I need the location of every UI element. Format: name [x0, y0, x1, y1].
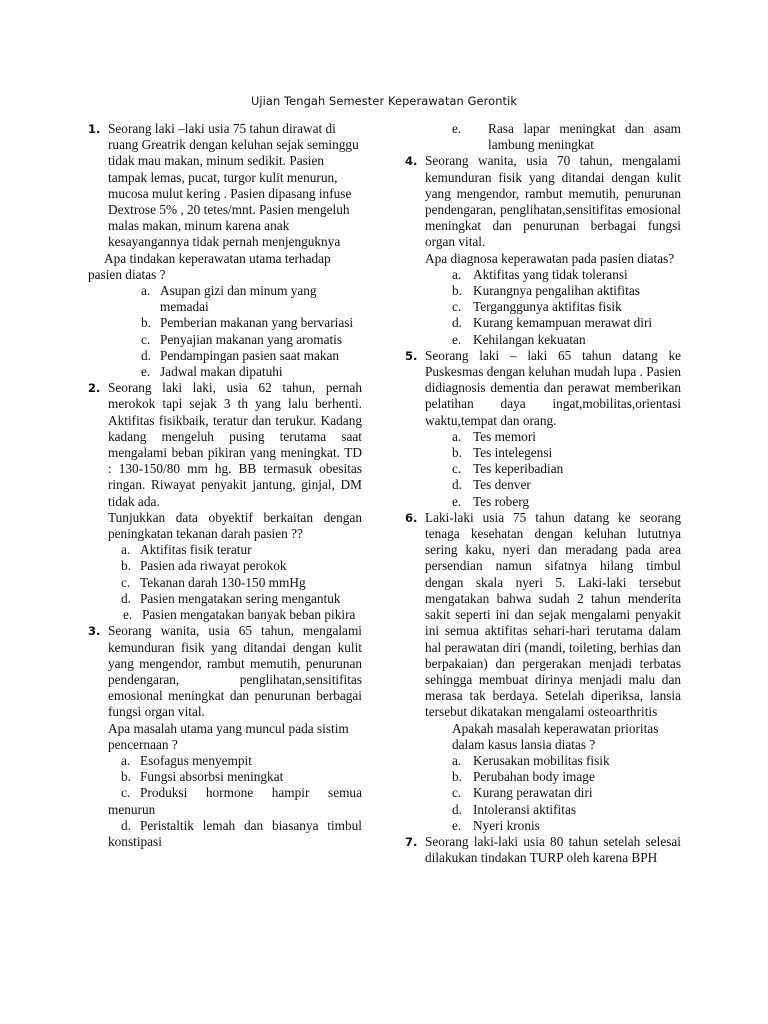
- left-column: [88, 121, 362, 850]
- answer-option-e[interactable]: e. Pasien mengatakan banyak beban pikira: [123, 607, 356, 623]
- answer-option-c[interactable]: c. Produksi hormone hampir semua menurun: [108, 785, 362, 817]
- question-stem: Seorang laki-laki usia 80 tahun setelah selesai dilakukan tindakan TURP oleh karena BPH: [425, 833, 681, 866]
- answer-options: [425, 429, 681, 510]
- answer-option-a[interactable]: a. Kerusakan mobilitas fisik: [452, 752, 610, 768]
- answer-option-d[interactable]: d. Kurang kemampuan merawat diri: [452, 315, 653, 331]
- answer-option-b[interactable]: b. Kurangnya pengalihan aktifitas: [452, 283, 640, 299]
- question-2: [88, 380, 362, 623]
- answer-option-d[interactable]: d. Tes denver: [452, 477, 531, 493]
- question-prompt: Apakah masalah keperawatan prioritas dalam kasus lansia diatas ?: [452, 720, 659, 752]
- question-stem: Seorang laki laki, usia 62 tahun, pernah merokok tapi sejak 3 th yang lalu berhenti. Aktifitas fisikbaik, teratur dan terukur. Kadang kadang mengeluh pusing terutama saat mengalami beban pikiran yang meningkat. TD : 130-150/80 mm hg. BB termasuk obesitas ringan. Riwayat penyakit jantung, ginjal, DM tidak ada.: [108, 380, 362, 509]
- right-column: [405, 121, 681, 866]
- answer-options: [425, 753, 681, 834]
- answer-option-b[interactable]: b. Pasien ada riwayat perokok: [121, 558, 287, 574]
- answer-option-d[interactable]: d. Peristaltik lemah dan biasanya timbul konstipasi: [108, 817, 362, 849]
- question-stem: Seorang wanita, usia 70 tahun, mengalami kemunduran fisik yang ditandai dengan kulit yang mengendor, rambut memutih, penurunan pendengaran, penglihatan,sensitifitas emosional meningkat dan penurunan berbagai fungsi organ vital.: [425, 153, 681, 250]
- question-stem: Seorang laki – laki 65 tahun datang ke Puskesmas dengan keluhan mudah lupa . Pasien didiagnosis dementia dan perawat memberikan pelatihan daya ingat,mobilitas,orientasi waktu,tempat dan orang.: [425, 347, 681, 428]
- question-7: [405, 834, 681, 866]
- answer-options: [425, 267, 681, 348]
- answer-option-d[interactable]: d. Pendampingan pasien saat makan: [141, 347, 340, 363]
- answer-option-a[interactable]: a. Asupan gizi dan minum yang memadai: [141, 283, 317, 315]
- answer-option-c[interactable]: c. Tekanan darah 130-150 mmHg: [121, 574, 306, 590]
- question-stem: Seorang wanita, usia 65 tahun, mengalami kemunduran fisik yang ditandai dengan kulit yang mengendor, rambut memutih, penurunan pendengaran, penglihatan,sensitifitas emosional meningkat dan penurunan berbagai fungsi organ vital.: [108, 623, 362, 720]
- answer-options: [108, 753, 362, 850]
- answer-option-b[interactable]: b. Tes intelegensi: [452, 445, 553, 461]
- answer-option-c[interactable]: c. Penyajian makanan yang aromatis: [141, 331, 343, 347]
- question-number: 1.: [88, 122, 101, 136]
- question-prompt: Apa tindakan keperawatan utama terhadap pasien diatas ?: [88, 250, 331, 282]
- answer-option-a[interactable]: a. Esofagus menyempit: [121, 752, 252, 768]
- question-5: [405, 348, 681, 510]
- answer-option-c[interactable]: c. Terganggunya aktifitas fisik: [452, 299, 622, 315]
- question-number: 2.: [88, 381, 101, 396]
- answer-options: [108, 542, 362, 623]
- answer-option-b[interactable]: b. Perubahan body image: [452, 769, 595, 785]
- answer-option-e[interactable]: e. Jadwal makan dipatuhi: [141, 364, 283, 380]
- question-prompt: Apa diagnosa keperawatan pada pasien diatas?: [425, 250, 675, 266]
- answer-option-a[interactable]: a. Tes memori: [452, 428, 536, 444]
- answer-option-e[interactable]: e. Nyeri kronis: [452, 817, 540, 833]
- question-3-option-e[interactable]: e. Rasa lapar meningkat dan asam lambung meningkat: [452, 121, 681, 153]
- answer-option-a[interactable]: a. Aktifitas yang tidak toleransi: [452, 266, 628, 282]
- question-number: 5.: [405, 348, 418, 363]
- question-number: 7.: [405, 834, 418, 849]
- answer-option-e[interactable]: e. Kehilangan kekuatan: [452, 331, 586, 347]
- answer-option-b[interactable]: b. Pemberian makanan yang bervariasi: [141, 315, 354, 331]
- question-prompt: Apa masalah utama yang muncul pada sistim pencernaan ?: [108, 720, 349, 752]
- question-stem: Seorang laki –laki usia 75 tahun dirawat di ruang Greatrik dengan keluhan sejak seminggu tidak mau makan, minum sedikit. Pasien tampak lemas, pucat, turgor kulit menurun, mucosa mulut kering . Pasien dipasang infuse Dextrose 5% , 20 tetes/mnt. Pasien mengeluh malas makan, minum karena anak kesayangannya tidak pernah menjenguknya: [108, 121, 359, 250]
- question-number: 3.: [88, 624, 101, 639]
- question-prompt: Tunjukkan data obyektif berkaitan dengan peningkatan tekanan darah pasien ??: [108, 509, 362, 542]
- question-4: [405, 153, 681, 347]
- answer-option-d[interactable]: d. Intoleransi aktifitas: [452, 801, 577, 817]
- question-3: [88, 623, 362, 850]
- answer-options: [108, 283, 362, 380]
- answer-option-a[interactable]: a. Aktifitas fisik teratur: [121, 542, 252, 558]
- question-6: [405, 510, 681, 834]
- question-stem: Laki-laki usia 75 tahun datang ke seorang tenaga kesehatan dengan keluhan lututnya sering kaku, nyeri dan meradang pada area persendian namun sifatnya hilang timbul dengan skala nyeri 5. Laki-laki tersebut mengatakan bahwa sudah 2 tahun menderita sakit seperti ini dan sejak mengalami penyakit ini semua aktifitas sehari-hari terutama dalam hal perawatan diri (mandi, toileting, berhias dan berpakaian) dan pergerakan menjadi terbatas sehingga membuat dirinya menjadi malu dan merasa tak berdaya. Setelah diperiksa, lansia tersebut dikatakan mengalami osteoarthritis: [425, 509, 681, 720]
- answer-option-c[interactable]: c. Kurang perawatan diri: [452, 785, 593, 801]
- question-1: [88, 121, 362, 380]
- answer-option-b[interactable]: b. Fungsi absorbsi meningkat: [121, 769, 284, 785]
- answer-option-e[interactable]: e. Tes roberg: [452, 493, 530, 509]
- answer-option-c[interactable]: c. Tes keperibadian: [452, 461, 564, 477]
- page-title: Ujian Tengah Semester Keperawatan Gerontik: [250, 94, 518, 108]
- question-number: 6.: [405, 510, 418, 525]
- question-number: 4.: [405, 154, 418, 169]
- answer-option-d[interactable]: d. Pasien mengatakan sering mengantuk: [121, 590, 341, 606]
